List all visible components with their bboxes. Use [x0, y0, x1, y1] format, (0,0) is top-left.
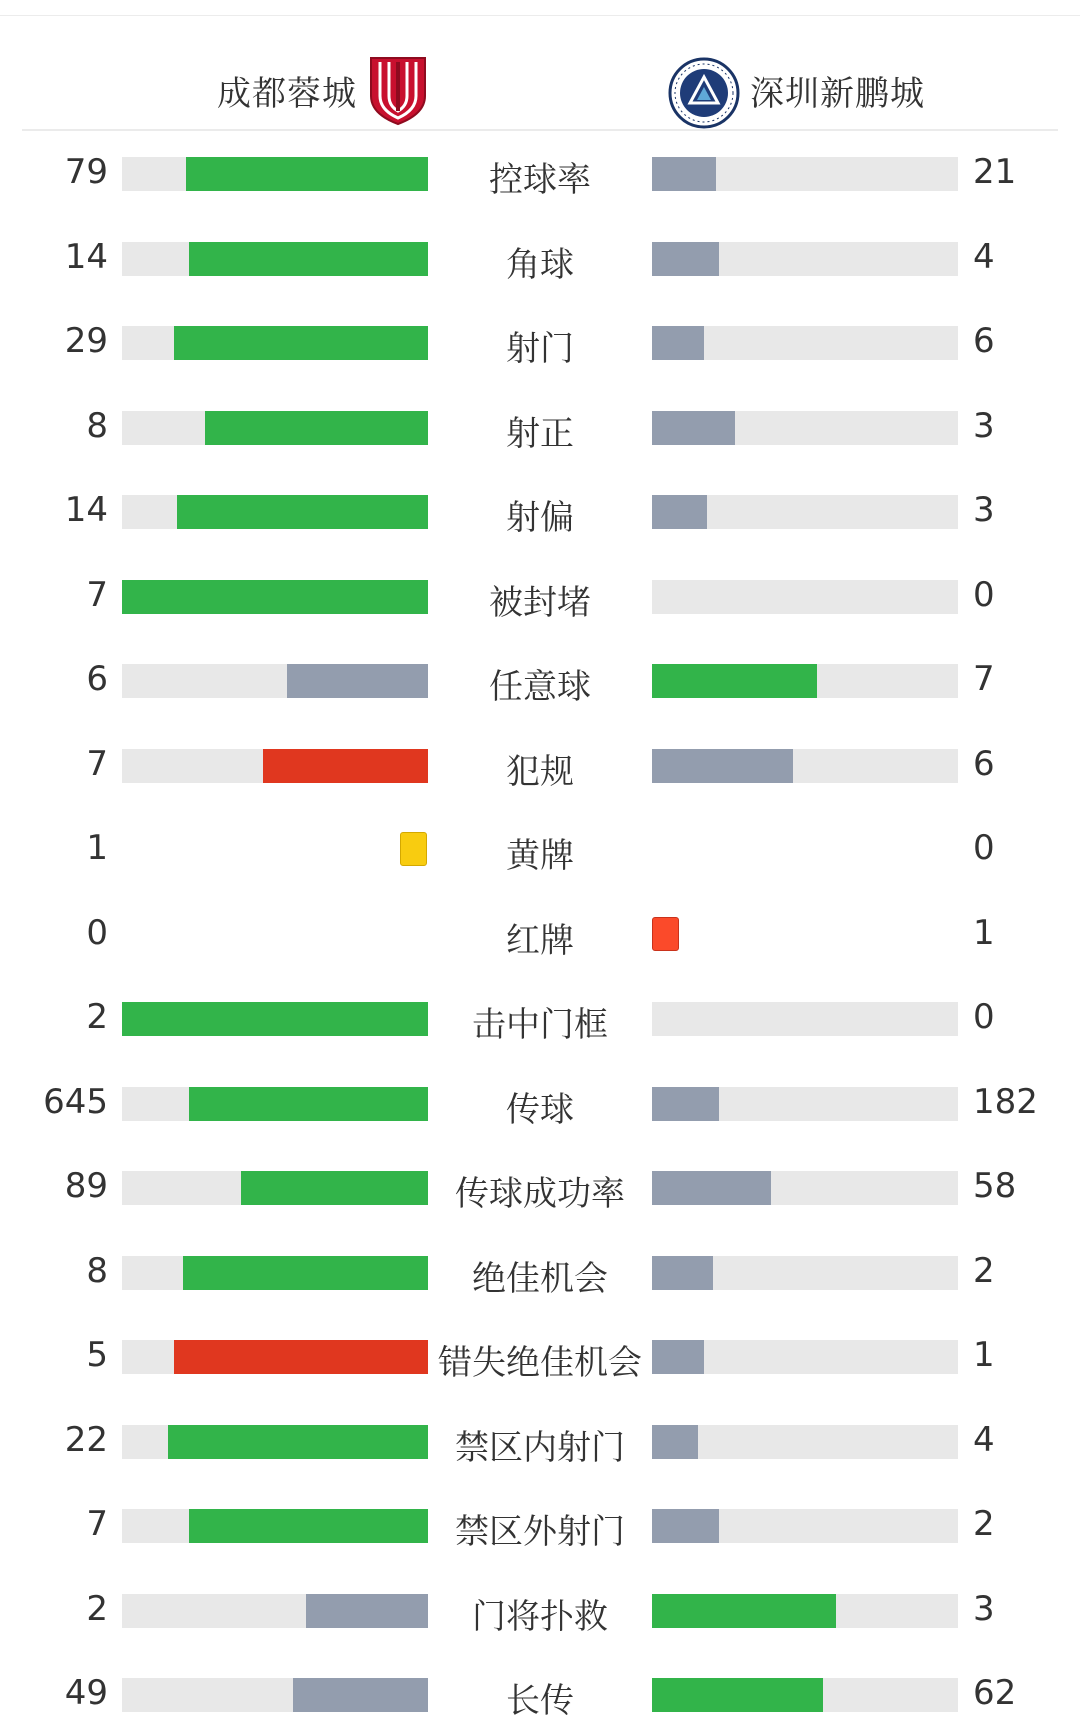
away-stat-value: 4	[973, 1419, 995, 1460]
away-bar-track	[652, 411, 958, 445]
away-stat-value: 3	[973, 405, 995, 446]
stat-label: 传球	[506, 1089, 574, 1130]
away-bar-track	[652, 1340, 958, 1374]
home-bar-track	[122, 157, 428, 191]
away-stat-value: 21	[973, 152, 1017, 192]
away-bar-fill	[652, 326, 704, 360]
stat-row	[0, 1230, 1080, 1314]
stat-label: 绝佳机会	[472, 1258, 608, 1299]
home-stat-value: 89	[64, 1166, 108, 1206]
stat-row	[0, 469, 1080, 553]
stat-row	[0, 1061, 1080, 1145]
home-bar-fill	[263, 749, 428, 783]
away-bar-fill	[652, 1340, 704, 1374]
stat-row	[0, 1145, 1080, 1229]
stat-label: 禁区外射门	[455, 1512, 625, 1552]
away-bar-track	[652, 1087, 958, 1121]
stat-row	[0, 638, 1080, 722]
away-stat-value: 182	[973, 1081, 1038, 1122]
away-stat-value: 4	[973, 236, 995, 277]
stat-row	[0, 1399, 1080, 1483]
away-stat-value: 7	[973, 659, 995, 699]
away-bar-track	[652, 664, 958, 698]
away-bar-fill	[652, 749, 793, 783]
home-bar-track	[122, 1425, 428, 1459]
home-stat-value: 0	[86, 912, 108, 953]
away-stat-value: 3	[973, 1588, 995, 1629]
stat-label: 传球成功率	[455, 1174, 625, 1214]
home-bar-track	[122, 1340, 428, 1374]
away-bar-fill	[652, 411, 735, 445]
home-bar-fill	[122, 1002, 428, 1036]
home-bar-fill	[241, 1171, 428, 1205]
home-stat-value: 8	[86, 405, 108, 446]
home-stat-value: 2	[86, 997, 108, 1037]
stat-label: 射正	[506, 413, 574, 454]
stat-label: 被封堵	[489, 582, 591, 623]
away-bar-fill	[652, 664, 817, 698]
home-stat-value: 79	[64, 152, 108, 192]
stat-label: 禁区内射门	[455, 1427, 625, 1468]
home-bar-fill	[306, 1594, 428, 1628]
away-stat-value: 1	[973, 1335, 995, 1375]
away-bar-track	[652, 1678, 958, 1712]
stat-row	[0, 216, 1080, 300]
home-bar-fill	[186, 157, 428, 191]
away-bar-track	[652, 580, 958, 614]
away-team-name[interactable]: 深圳新鹏城	[750, 74, 925, 114]
home-stat-value: 7	[86, 1504, 108, 1544]
home-stat-value: 14	[64, 490, 108, 530]
away-bar-track	[652, 157, 958, 191]
home-bar-track	[122, 664, 428, 698]
away-bar-fill	[652, 1509, 719, 1543]
away-stat-value: 6	[973, 321, 995, 361]
away-bar-fill	[652, 1087, 719, 1121]
away-bar-track	[652, 1594, 958, 1628]
home-stat-value: 1	[86, 828, 108, 868]
away-bar-fill	[652, 1256, 713, 1290]
home-bar-fill	[177, 495, 428, 529]
home-stat-value: 22	[64, 1419, 108, 1460]
stat-row	[0, 131, 1080, 215]
away-stat-value: 62	[973, 1673, 1017, 1713]
stat-row	[0, 1314, 1080, 1398]
stat-label: 射门	[506, 329, 574, 369]
home-bar-fill	[205, 411, 428, 445]
away-card-icon	[652, 917, 679, 951]
away-bar-track	[652, 1171, 958, 1205]
away-stat-value: 1	[973, 912, 995, 953]
away-bar-fill	[652, 1425, 698, 1459]
away-bar-fill	[652, 1678, 823, 1712]
home-stat-value: 8	[86, 1250, 108, 1291]
home-stat-value: 645	[43, 1081, 108, 1122]
stat-label: 犯规	[506, 751, 574, 792]
home-stat-value: 6	[86, 659, 108, 699]
away-bar-fill	[652, 495, 707, 529]
home-bar-fill	[174, 326, 428, 360]
stat-row	[0, 1568, 1080, 1652]
away-stat-value: 58	[973, 1166, 1017, 1206]
home-bar-track	[122, 411, 428, 445]
home-bar-fill	[189, 242, 428, 276]
away-bar-fill	[652, 1171, 771, 1205]
away-bar-track	[652, 242, 958, 276]
home-stat-value: 14	[64, 236, 108, 277]
stat-label: 黄牌	[506, 836, 574, 876]
away-bar-track	[652, 749, 958, 783]
stat-label: 任意球	[489, 667, 591, 707]
stat-label: 红牌	[506, 920, 574, 961]
home-bar-track	[122, 1171, 428, 1205]
stat-label: 角球	[506, 244, 574, 285]
home-bar-track	[122, 1678, 428, 1712]
home-bar-track	[122, 326, 428, 360]
home-stat-value: 5	[86, 1335, 108, 1375]
away-bar-fill	[652, 242, 719, 276]
stat-label: 控球率	[489, 160, 591, 200]
away-stat-value: 3	[973, 490, 995, 530]
home-bar-track	[122, 749, 428, 783]
home-bar-track	[122, 1256, 428, 1290]
home-bar-fill	[122, 580, 428, 614]
away-bar-track	[652, 326, 958, 360]
home-bar-fill	[189, 1087, 428, 1121]
away-stat-value: 6	[973, 743, 995, 784]
stat-row	[0, 892, 1080, 976]
away-stat-value: 2	[973, 1250, 995, 1291]
home-bar-track	[122, 495, 428, 529]
stat-row	[0, 723, 1080, 807]
away-bar-track	[652, 495, 958, 529]
away-stat-value: 0	[973, 574, 995, 615]
stat-label: 射偏	[506, 498, 574, 538]
home-stat-value: 7	[86, 743, 108, 784]
home-stat-value: 7	[86, 574, 108, 615]
away-bar-fill	[652, 157, 716, 191]
away-stat-value: 0	[973, 828, 995, 868]
home-bar-fill	[189, 1509, 428, 1543]
stat-row	[0, 807, 1080, 891]
home-bar-fill	[183, 1256, 428, 1290]
home-bar-fill	[168, 1425, 428, 1459]
home-stat-value: 29	[64, 321, 108, 361]
home-bar-track	[122, 580, 428, 614]
away-bar-track	[652, 1256, 958, 1290]
stat-label: 长传	[506, 1681, 574, 1721]
home-card-icon	[400, 832, 427, 866]
home-bar-fill	[287, 664, 428, 698]
home-bar-track	[122, 1087, 428, 1121]
home-bar-track	[122, 242, 428, 276]
stat-label: 错失绝佳机会	[438, 1343, 642, 1383]
home-stat-value: 49	[64, 1673, 108, 1713]
away-stat-value: 0	[973, 997, 995, 1037]
home-stat-value: 2	[86, 1588, 108, 1629]
home-bar-fill	[174, 1340, 428, 1374]
stat-row	[0, 1483, 1080, 1567]
home-bar-track	[122, 1594, 428, 1628]
away-stat-value: 2	[973, 1504, 995, 1544]
stat-row	[0, 385, 1080, 469]
home-team-name[interactable]: 成都蓉城	[217, 74, 357, 114]
away-bar-fill	[652, 1594, 836, 1628]
stat-label: 门将扑救	[472, 1596, 608, 1637]
away-bar-track	[652, 1509, 958, 1543]
home-bar-fill	[293, 1678, 428, 1712]
stat-row	[0, 554, 1080, 638]
home-bar-track	[122, 1509, 428, 1543]
stat-row	[0, 1652, 1080, 1736]
stat-row	[0, 976, 1080, 1060]
stat-row	[0, 300, 1080, 384]
away-bar-track	[652, 1002, 958, 1036]
home-bar-track	[122, 1002, 428, 1036]
away-bar-track	[652, 1425, 958, 1459]
stat-label: 击中门框	[472, 1005, 608, 1045]
